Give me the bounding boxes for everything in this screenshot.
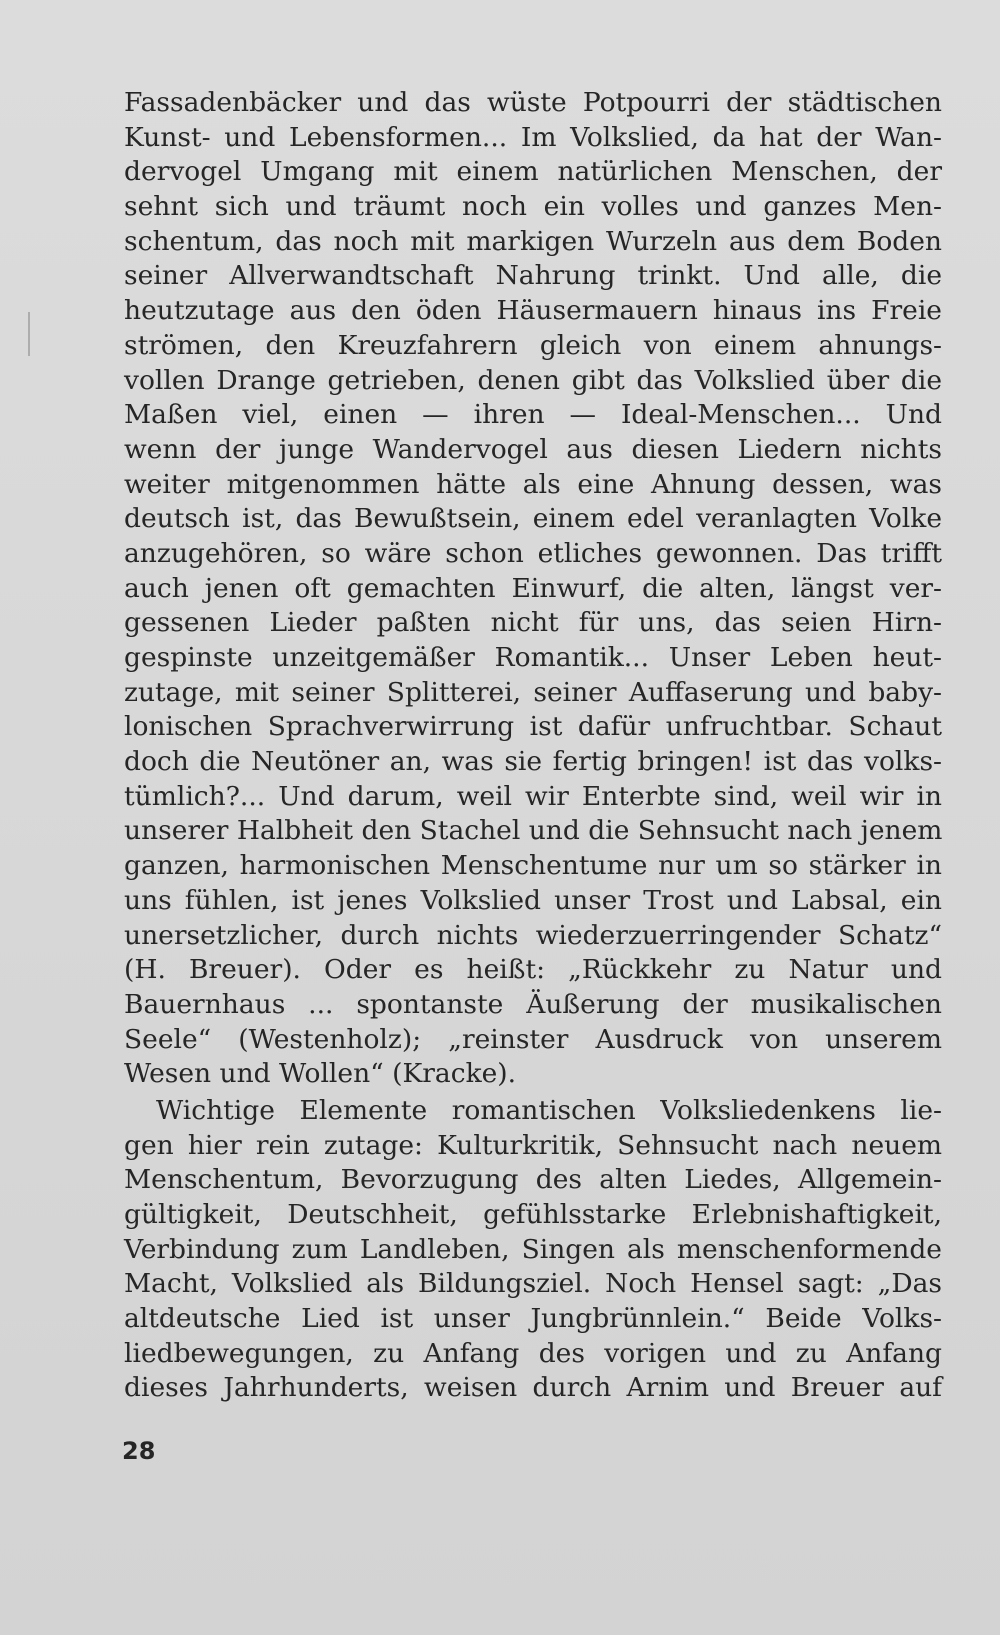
text-line: Menschentum, Bevorzugung des alten Liedes, Allgemein- [124,1164,942,1196]
text-line: liedbewegungen, zu Anfang des vorigen und zu Anfang [124,1337,942,1369]
text-line: gespinste unzeitgemäßer Romantik... Unser Leben heut- [124,642,942,673]
text-line: gen hier rein zutage: Kulturkritik, Sehnsucht nach neuem [124,1129,942,1161]
text-line: auch jenen oft gemachten Einwurf, die alten, längst ver- [124,572,942,604]
text-line: Wesen und Wollen“ (Kracke). [124,1058,517,1090]
page-number: 28 [122,1437,156,1465]
body-text [124,86,942,1406]
text-line: altdeutsche Lied ist unser Jungbrünnlein.“ Beide Volks- [124,1303,942,1335]
text-line: Wichtige Elemente romantischen Volksliedenkens lie- [156,1094,942,1126]
margin-pencil-mark [28,312,30,356]
text-line: Fassadenbäcker und das wüste Potpourri der städtischen [124,87,942,118]
text-line: dervogel Umgang mit einem natürlichen Menschen, der [124,156,942,188]
text-line: Macht, Volkslied als Bildungsziel. Noch Hensel sagt: „Das [124,1268,942,1300]
text-line: sehnt sich und träumt noch ein volles und ganzes Men- [124,191,942,223]
text-line: lonischen Sprachverwirrung ist dafür unfruchtbar. Schaut [124,711,942,743]
paragraph-2 [124,1094,942,1406]
text-line: anzugehören, so wäre schon etliches gewonnen. Das trifft [124,537,942,569]
text-line: tümlich?... Und darum, weil wir Enterbte sind, weil wir in [124,780,942,812]
text-line: deutsch ist, das Bewußtsein, einem edel veranlagten Volke [124,503,942,535]
text-line: unserer Halbheit den Stachel und die Sehnsucht nach jenem [124,815,943,847]
text-line: Bauernhaus ... spontanste Äußerung der musikalischen [124,988,942,1020]
text-line: uns fühlen, ist jenes Volkslied unser Trost und Labsal, ein [124,884,942,916]
text-line: strömen, den Kreuzfahrern gleich von einem ahnungs- [124,329,942,361]
text-line: Seele“ (Westenholz); „reinster Ausdruck von unserem [124,1023,942,1055]
text-line: dieses Jahrhunderts, weisen durch Arnim und Breuer auf [124,1372,942,1404]
text-line: heutzutage aus den öden Häusermauern hinaus ins Freie [124,295,942,327]
text-line: vollen Drange getrieben, denen gibt das Volkslied über die [124,364,942,396]
text-line: seiner Allverwandtschaft Nahrung trinkt. Und alle, die [124,260,942,292]
text-line: Maßen viel, einen — ihren — Ideal-Menschen... Und [124,399,942,431]
text-line: weiter mitgenommen hätte als eine Ahnung dessen, was [124,468,942,500]
text-line: Kunst- und Lebensformen... Im Volkslied, da hat der Wan- [124,121,942,153]
text-line: ganzen, harmonischen Menschentume nur um so stärker in [124,850,942,882]
paragraph-1 [124,86,942,1092]
text-line: wenn der junge Wandervogel aus diesen Liedern nichts [124,433,942,465]
text-line: schentum, das noch mit markigen Wurzeln aus dem Boden [124,225,942,257]
text-line: doch die Neutöner an, was sie fertig bringen! ist das volks- [124,746,942,778]
text-line: Verbindung zum Landleben, Singen als menschenformende [124,1233,942,1265]
text-line: zutage, mit seiner Splitterei, seiner Auffaserung und baby- [124,676,942,708]
text-line: (H. Breuer). Oder es heißt: „Rückkehr zu Natur und [124,954,942,986]
text-line: gessenen Lieder paßten nicht für uns, das seien Hirn- [124,607,942,639]
text-line: gültigkeit, Deutschheit, gefühlsstarke Erlebnishaftigkeit, [124,1199,942,1230]
text-line: unersetzlicher, durch nichts wiederzuerringender Schatz“ [124,919,942,951]
